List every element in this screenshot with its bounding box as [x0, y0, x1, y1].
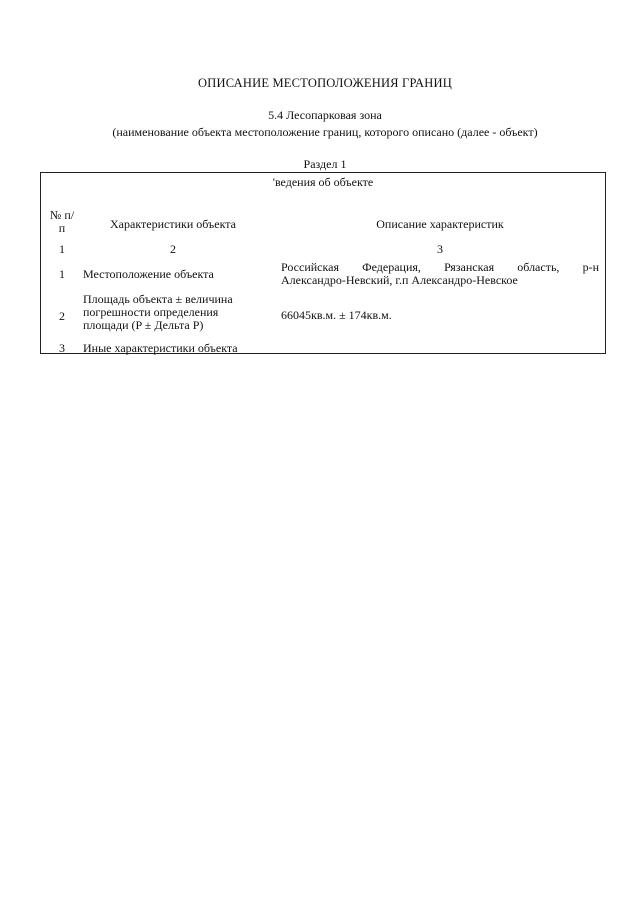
section-heading: 'ведения об объекте: [272, 175, 374, 189]
row-1-description-line-2: Александро-Невский, г.п Александро-Невское: [281, 273, 518, 287]
page-title: ОПИСАНИЕ МЕСТОПОЛОЖЕНИЯ ГРАНИЦ: [198, 76, 452, 90]
column-number-2: 2: [170, 242, 176, 256]
row-2-description: 66045кв.м. ± 174кв.м.: [281, 308, 392, 322]
object-name-caption: (наименование объекта местоположение границ, которого описано (далее - объект): [112, 125, 538, 139]
row-3-num: 3: [59, 341, 65, 355]
header-num: № п/п: [49, 208, 75, 235]
row-3-characteristic: Иные характеристики объекта: [83, 341, 238, 355]
section-table: [40, 172, 606, 354]
section-label: Раздел 1: [303, 157, 347, 171]
row-1-description-line-1: Российская Федерация, Рязанская область, р-н: [281, 260, 599, 274]
row-1-characteristic: Местоположение объекта: [83, 267, 214, 281]
header-description: Описание характеристик: [376, 217, 504, 231]
row-2-characteristic: Площадь объекта ± величина погрешности определения площади (P ± Дельта P): [83, 292, 233, 332]
column-number-1: 1: [59, 242, 65, 256]
header-characteristic: Характеристики объекта: [110, 217, 236, 231]
object-name: 5.4 Лесопарковая зона: [268, 108, 382, 122]
row-1-num: 1: [59, 267, 65, 281]
row-2-num: 2: [59, 309, 65, 323]
row-1-description: [281, 261, 599, 287]
column-number-3: 3: [437, 242, 443, 256]
